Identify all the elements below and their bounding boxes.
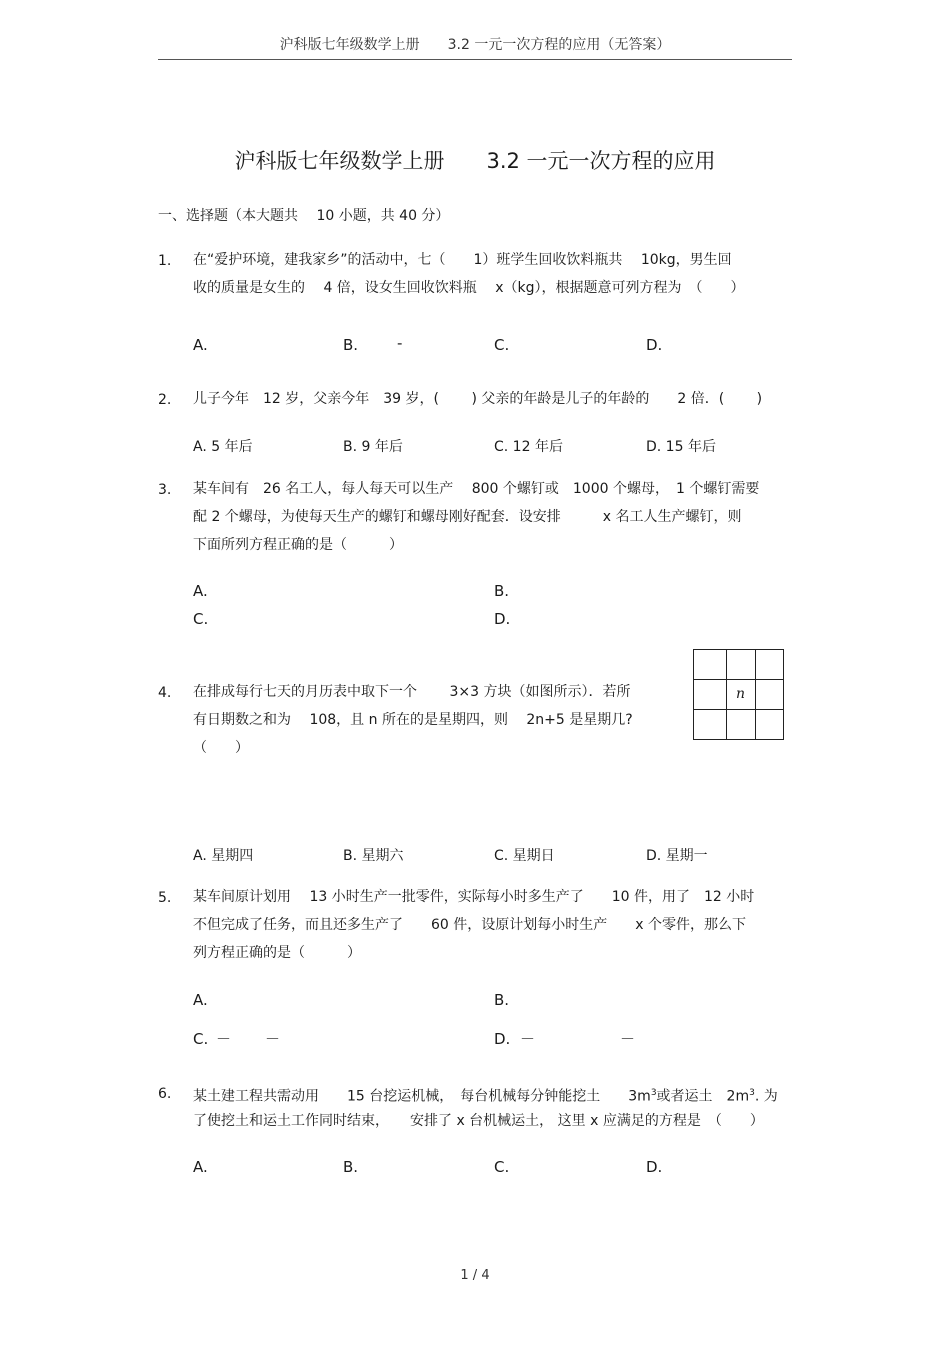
question-line: （ ） bbox=[193, 740, 249, 756]
option-b[interactable]: B. 星期六 bbox=[343, 848, 404, 864]
question-number: 2. bbox=[158, 392, 172, 408]
option-b-dash: - bbox=[397, 334, 403, 352]
option-c-dash: － bbox=[265, 1030, 281, 1048]
question-line: 不但完成了任务，而且还多生产了 60 件，设原计划每小时生产 x 个零件，那么下 bbox=[193, 917, 746, 933]
grid-line bbox=[693, 709, 784, 710]
option-c[interactable]: C. bbox=[494, 336, 510, 354]
question-line: 列方程正确的是（ ） bbox=[193, 945, 361, 961]
question-line: 在“爱护环境，建我家乡”的活动中，七（ 1）班学生回收饮料瓶共 10kg，男生回 bbox=[193, 252, 732, 268]
question-text: 或者运土 2m bbox=[656, 1088, 750, 1105]
option-d[interactable]: D. bbox=[646, 1158, 663, 1176]
page-number: 1 / 4 bbox=[460, 1268, 490, 1283]
option-d-dash: － bbox=[620, 1030, 636, 1048]
header-rule bbox=[158, 59, 792, 60]
option-b[interactable]: B. 9 年后 bbox=[343, 439, 403, 455]
question-line: 收的质量是女生的 4 倍，设女生回收饮料瓶 x（kg），根据题意可列方程为 （ ） bbox=[193, 280, 745, 296]
question-number: 6. bbox=[158, 1086, 172, 1102]
question-line: 某车间有 26 名工人，每人每天可以生产 800 个螺钉或 1000 个螺母， 1 个螺钉需要 bbox=[193, 481, 760, 497]
option-a[interactable]: A. bbox=[193, 336, 208, 354]
grid-line bbox=[755, 649, 756, 740]
grid-line bbox=[726, 649, 727, 740]
option-b[interactable]: B. bbox=[494, 991, 510, 1009]
question-number: 1. bbox=[158, 253, 172, 269]
option-d-dash: － bbox=[520, 1030, 536, 1048]
option-c[interactable]: C. bbox=[193, 1030, 209, 1048]
option-d[interactable]: D. bbox=[494, 1030, 511, 1048]
calendar-grid-figure bbox=[693, 649, 784, 740]
option-c[interactable]: C. 星期日 bbox=[494, 848, 555, 864]
running-header: 沪科版七年级数学上册 3.2 一元一次方程的应用（无答案） bbox=[279, 37, 671, 53]
question-line bbox=[193, 1079, 778, 1111]
option-c[interactable]: C. bbox=[193, 610, 209, 628]
page-title: 沪科版七年级数学上册 3.2 一元一次方程的应用 bbox=[234, 149, 716, 173]
option-c[interactable]: C. 12 年后 bbox=[494, 439, 563, 455]
question-line: 某车间原计划用 13 小时生产一批零件，实际每小时多生产了 10 件，用了 12 小时 bbox=[193, 889, 755, 905]
question-line: 有日期数之和为 108，且 n 所在的是星期四，则 2n+5 是星期几? bbox=[193, 712, 633, 728]
question-text: . 为 bbox=[754, 1088, 778, 1105]
question-line: 在排成每行七天的月历表中取下一个 3×3 方块（如图所示）．若所 bbox=[193, 684, 631, 700]
grid-center-label: n bbox=[736, 686, 746, 702]
option-b[interactable]: B. bbox=[343, 1158, 359, 1176]
option-d[interactable]: D. 15 年后 bbox=[646, 439, 716, 455]
option-d[interactable]: D. 星期一 bbox=[646, 848, 708, 864]
option-b[interactable]: B. bbox=[494, 582, 510, 600]
option-c[interactable]: C. bbox=[494, 1158, 510, 1176]
section-heading: 一、选择题（本大题共 10 小题，共 40 分） bbox=[158, 208, 450, 224]
option-a[interactable]: A. bbox=[193, 582, 208, 600]
question-line: 下面所列方程正确的是（ ） bbox=[193, 537, 403, 553]
option-a[interactable]: A. 星期四 bbox=[193, 848, 254, 864]
option-d[interactable]: D. bbox=[494, 610, 511, 628]
question-text: 某土建工程共需动用 15 台挖运机械， 每台机械每分钟能挖土 3m bbox=[193, 1088, 651, 1105]
option-c-dash: － bbox=[216, 1030, 232, 1048]
option-a[interactable]: A. bbox=[193, 991, 208, 1009]
option-a[interactable]: A. 5 年后 bbox=[193, 439, 253, 455]
question-line: 了使挖土和运土工作同时结束， 安排了 x 台机械运土， 这里 x 应满足的方程是 （ ） bbox=[193, 1113, 764, 1129]
question-line: 儿子今年 12 岁，父亲今年 39 岁，( ) 父亲的年龄是儿子的年龄的 2 倍．( ) bbox=[193, 391, 763, 407]
question-number: 3. bbox=[158, 482, 172, 498]
option-d[interactable]: D. bbox=[646, 336, 663, 354]
question-number: 4. bbox=[158, 685, 172, 701]
option-a[interactable]: A. bbox=[193, 1158, 208, 1176]
superscript: 3 bbox=[650, 1088, 657, 1098]
option-b[interactable]: B. bbox=[343, 336, 359, 354]
question-number: 5. bbox=[158, 890, 172, 906]
grid-line bbox=[693, 679, 784, 680]
question-line: 配 2 个螺母，为使每天生产的螺钉和螺母刚好配套．设安排 x 名工人生产螺钉，则 bbox=[193, 509, 742, 525]
superscript: 3 bbox=[749, 1088, 755, 1098]
